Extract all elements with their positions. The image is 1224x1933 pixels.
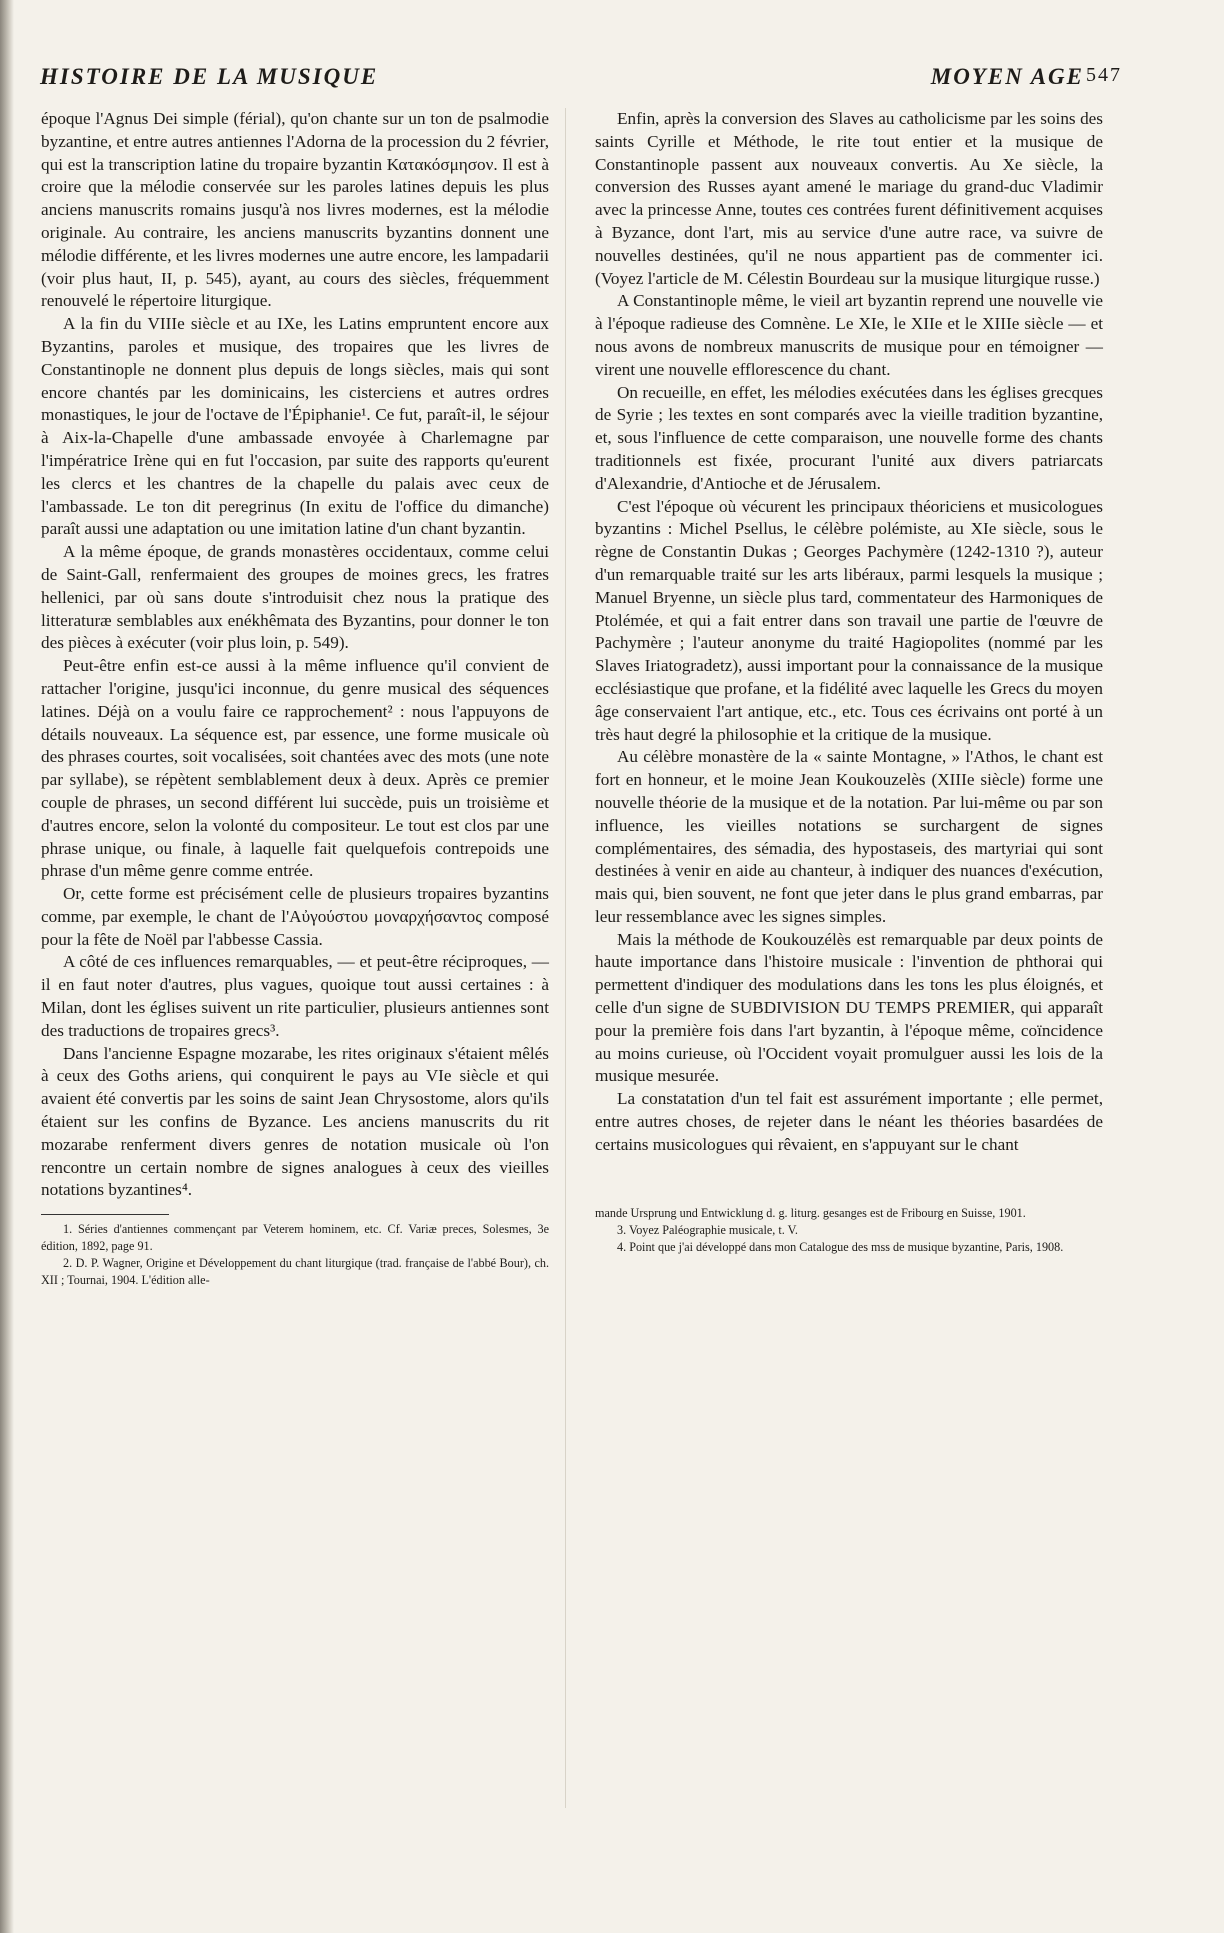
left-column: [41, 108, 549, 1289]
page-header: [40, 64, 1122, 96]
paragraph: A la même époque, de grands monastères occidentaux, comme celui de Saint-Gall, renfermaient des groupes de moines grecs, les fratres hellenici, par où sans doute s'introduisit chez nous la pratique des litteraturæ semblables aux enékhêmata des Byzantins, pour donner le ton des pièces à exécuter (voir plus loin, p. 549).: [41, 542, 549, 653]
running-head-right: MOYEN AGE: [930, 64, 1084, 89]
running-head-left: HISTOIRE DE LA MUSIQUE: [40, 64, 379, 89]
paragraph: La constatation d'un tel fait est assurément importante ; elle permet, entre autres choses, de rejeter dans le néant les théories basardées de certains musicologues qui rêvaient, en s'appuyant sur le chant: [595, 1089, 1103, 1154]
paragraph: Mais la méthode de Koukouzélès est remarquable par deux points de haute importance dans l'histoire musicale : l'invention de phthorai qui permettent d'indiquer des modulations dans les tons les plus éloignés, et celle d'un signe de SUBDIVISION DU TEMPS PREMIER, qui apparaît pour la première fois dans l'art byzantin, à l'époque même, coïncidence au moins curieuse, où l'Occident voyait promulguer aussi les lois de la musique mesurée.: [595, 929, 1103, 1086]
paragraph: A côté de ces influences remarquables, — et peut-être réciproques, — il en faut noter d'autres, plus vagues, quoique tout aussi certaines : à Milan, dont les églises suivent un rite particulier, plusieurs antiennes sont des traductions de tropaires grecs³.: [41, 952, 549, 1040]
footnote: 4. Point que j'ai développé dans mon Catalogue des mss de musique byzantine, Paris, 1908.: [617, 1239, 1064, 1254]
page-number: 547: [1086, 64, 1122, 86]
paragraph: époque l'Agnus Dei simple (férial), qu'on chante sur un ton de psalmodie byzantine, et entre autres antiennes l'Adorna de la procession du 2 février, qui est la transcription latine du tropaire byzantin Κατακόσμησον. Il est à croire que la mélodie conservée sur les paroles latines depuis les plus anciens manuscrits romains jusqu'à nos livres modernes, est la mélodie originale. Au contraire, les anciens manuscrits byzantins donnent une mélodie différente, et les livres modernes une autre encore, les lampadarii (voir plus haut, II, p. 545), ayant, au cours des siècles, fréquemment renouvelé le répertoire liturgique.: [41, 109, 549, 311]
paragraph: Dans l'ancienne Espagne mozarabe, les rites originaux s'étaient mêlés à ceux des Goths ariens, qui conquirent le pays au VIe siècle et qui avaient été convertis par les soins de saint Jean Chrysostome, alors qu'ils étaient sur les confins de Byzance. Les anciens manuscrits du rit mozarabe renferment divers genres de notation musicale où l'on rencontre un certain nombre de signes analogues à ceux des vieilles notations byzantines⁴.: [41, 1043, 549, 1200]
right-column: [595, 108, 1103, 1256]
page-gutter-shadow: [0, 0, 14, 1933]
paragraph: Peut-être enfin est-ce aussi à la même influence qu'il convient de rattacher l'origine, jusqu'ici inconnue, du genre musical des séquences latines. Déjà on a voulu faire ce rapprochement² : nous l'appuyons de détails nouveaux. La séquence est, par essence, une forme musicale où des phrases courtes, soit vocalisées, soit chantées avec des mots (une note par syllabe), se répètent semblablement deux à deux. Après ce premier couple de phrases, un second différent lui succède, puis un troisième et d'autres encore, selon la volonté du compositeur. Le tout est clos par une phrase unique, ou finale, à laquelle fait quelquefois contrepoids une phrase d'un même genre comme entrée.: [41, 656, 549, 881]
footnote: 1. Séries d'antiennes commençant par Veterem hominem, etc. Cf. Variæ preces, Solesmes, 3e édition, 1892, page 91.: [41, 1222, 549, 1254]
footnote-rule: [41, 1214, 169, 1215]
paragraph: Au célèbre monastère de la « sainte Montagne, » l'Athos, le chant est fort en honneur, et le moine Jean Koukouzelès (XIIIe siècle) forme une nouvelle théorie de la musique et de la notation. Par lui-même ou par son influence, les vieilles notations se surchargent de signes complémentaires, des sémadia, des hypostaseis, des martyriai qui sont destinées à venir en aide au chanteur, à indiquer des nuances d'exécution, mais qui, bien souvent, ne font que jeter dans le plus grand embarras, par leur ressemblance avec les signes simples.: [595, 747, 1103, 926]
footnote: 2. D. P. Wagner, Origine et Développement du chant liturgique (trad. française de l'abbé Bour), ch. XII ; Tournai, 1904. L'édition alle-: [41, 1256, 549, 1288]
column-divider: [565, 108, 566, 1808]
paragraph: On recueille, en effet, les mélodies exécutées dans les églises grecques de Syrie ; les textes en sont comparés avec la vieille tradition byzantine, et, sous l'influence de cette comparaison, une nouvelle forme des chants traditionnels est fixée, procurant l'unité aux divers patriarcats d'Alexandrie, d'Antioche et de Jérusalem.: [595, 382, 1103, 493]
paragraph: A Constantinople même, le vieil art byzantin reprend une nouvelle vie à l'époque radieuse des Comnène. Le XIe, le XIIe et le XIIIe siècle — et nous avons de nombreux manuscrits de musique pour en témoigner — virent une nouvelle efflorescence du chant.: [595, 291, 1103, 379]
paragraph: Or, cette forme est précisément celle de plusieurs tropaires byzantins comme, par exemple, le chant de l'Αὐγούστου μοναρχήσαντος composé pour la fête de Noël par l'abbesse Cassia.: [41, 884, 549, 949]
footnotes-left: [41, 1221, 549, 1289]
paragraph: A la fin du VIIIe siècle et au IXe, les Latins empruntent encore aux Byzantins, paroles et musique, des tropaires que les livres de Constantinople ne donnent plus depuis de longs siècles, mais qui sont encore chantés par les dominicains, les cisterciens et autres ordres monastiques, le jour de l'octave de l'Épiphanie¹. Ce fut, paraît-il, le séjour à Aix-la-Chapelle d'une ambassade envoyée à Charlemagne par l'impératrice Irène qui en fut l'occasion, par suite des rapports qu'eurent les clercs et les chantres de la chapelle du palais avec ceux de l'ambassade. Le ton dit peregrinus (In exitu de l'office du dimanche) paraît aussi une adaptation ou une imitation latine d'un chant byzantin.: [41, 314, 549, 539]
paragraph: C'est l'époque où vécurent les principaux théoriciens et musicologues byzantins : Michel Psellus, le célèbre polémiste, au XIe siècle, sous le règne de Constantin Dukas ; Georges Pachymère (1242-1310 ?), auteur d'un remarquable traité sur les arts libéraux, parmi lesquels la musique ; Manuel Bryenne, un siècle plus tard, commentateur des Harmoniques de Ptolémée, et qui a fait entrer dans son travail une partie de l'œuvre de Pachymère ; l'auteur anonyme du traité Hagiopolites (nommé par les Slaves Iriatogradetz), aussi important pour la connaissance de la musique ecclésiastique que profane, et la fidélité avec laquelle les Grecs du moyen âge conservaient l'art antique, etc., etc. Tous ces écrivains ont porté à un très haut degré la philosophie et la critique de la musique.: [595, 496, 1103, 744]
footnote: mande Ursprung und Entwicklung d. g. liturg. gesanges est de Fribourg en Suisse, 1901.: [595, 1205, 1026, 1220]
paragraph: Enfin, après la conversion des Slaves au catholicisme par les soins des saints Cyrille et Méthode, le rite tout entier et la musique de Constantinople passent aux nouveaux convertis. Au Xe siècle, la conversion des Russes ayant amené le mariage du grand-duc Vladimir avec la princesse Anne, toutes ces contrées furent définitivement acquises à Byzance, dont l'art, mis au service d'une autre race, va suivre de nouvelles destinées, qu'il ne nous appartient pas de commenter ici. (Voyez l'article de M. Célestin Bourdeau sur la musique liturgique russe.): [595, 109, 1103, 288]
footnote: 3. Voyez Paléographie musicale, t. V.: [617, 1222, 798, 1237]
footnotes-right: [595, 1205, 1103, 1256]
